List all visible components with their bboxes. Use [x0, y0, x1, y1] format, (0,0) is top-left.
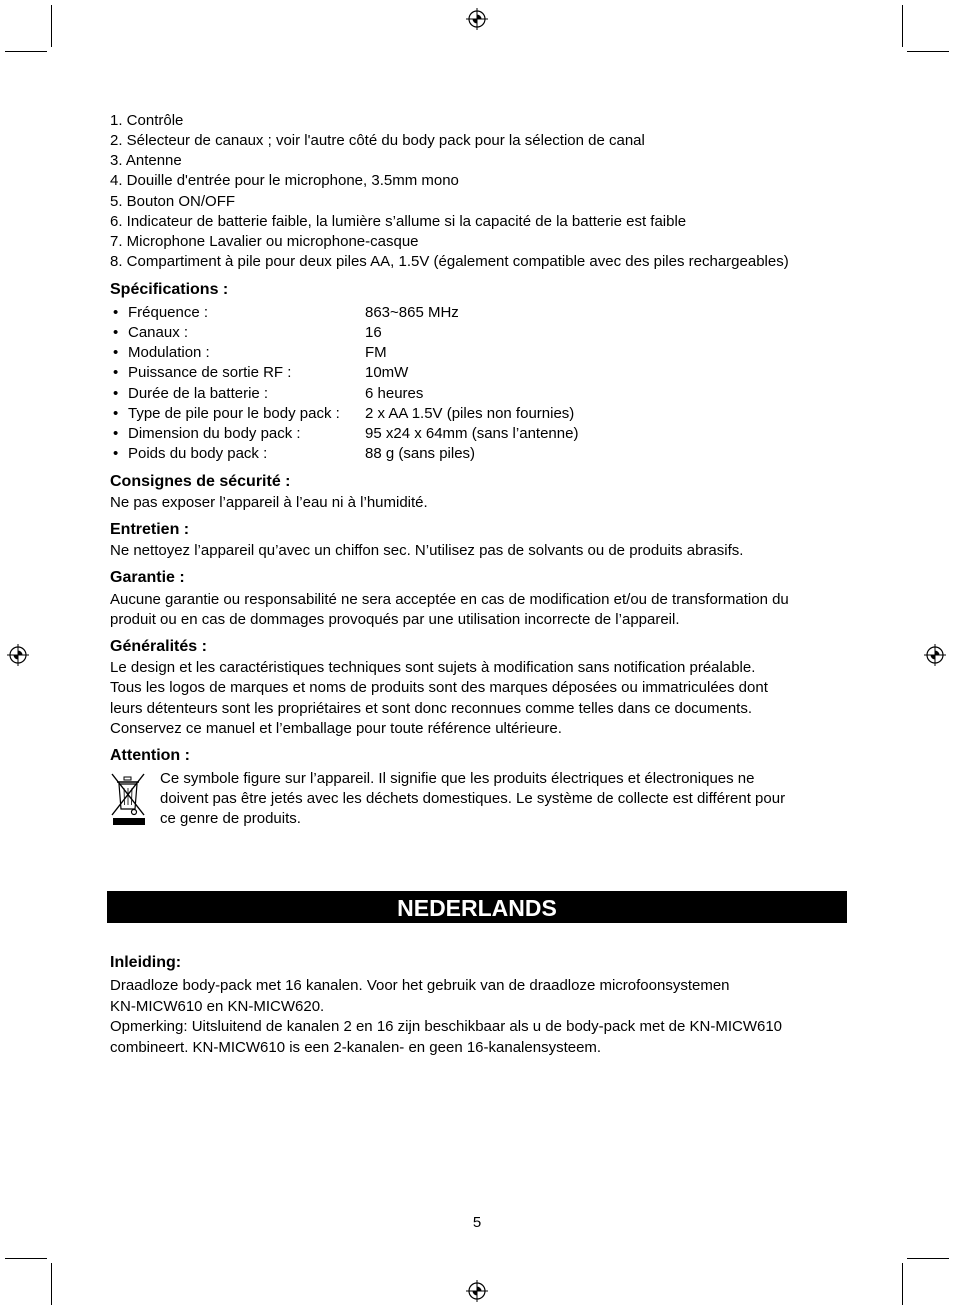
parts-list-item: 1. Contrôle [110, 112, 184, 129]
maintenance-heading: Entretien : [110, 521, 190, 538]
parts-list-item: 7. Microphone Lavalier ou microphone-casque [110, 232, 419, 250]
spec-value: 95 x24 x 64mm (sans l’antenne) [365, 424, 579, 442]
parts-list [110, 111, 789, 272]
crop-mark-bottom-right-vertical [902, 1263, 903, 1305]
bullet: • [113, 324, 119, 342]
bullet: • [113, 424, 119, 442]
spec-label: Dimension du body pack : [128, 424, 301, 442]
paragraph-line: Opmerking: Uitsluitend de kanalen 2 en 16 zijn beschikbaar als u de body-pack met de KN-MICW610 [110, 1018, 783, 1036]
registration-mark-icon [465, 1279, 489, 1303]
parts-list-item: 2. Sélecteur de canaux ; voir l'autre côté du body pack pour la sélection de canal [110, 132, 645, 150]
specifications-list [110, 303, 710, 464]
general-text [110, 658, 768, 740]
spec-label: Durée de la batterie : [128, 384, 269, 402]
paragraph-line: Draadloze body-pack met 16 kanalen. Voor het gebruik van de draadloze microfoonsystemen [110, 977, 730, 994]
crop-mark-bottom-right-horizontal [907, 1258, 949, 1259]
attention-text [160, 769, 785, 829]
parts-list-item: 4. Douille d'entrée pour le microphone, 3.5mm mono [110, 172, 459, 190]
attention-heading: Attention : [110, 747, 190, 764]
spec-value: FM [365, 344, 387, 362]
language-banner: NEDERLANDS [107, 891, 847, 923]
paragraph-line: Ne pas exposer l’appareil à l’eau ni à l’humidité. [110, 494, 428, 511]
introduction-text [110, 976, 782, 1058]
page-number: 5 [472, 1214, 482, 1231]
warranty-text [110, 590, 789, 630]
spec-row [110, 424, 710, 444]
crop-mark-top-left-vertical [51, 5, 52, 47]
bullet: • [113, 304, 119, 321]
crop-mark-top-right-vertical [902, 5, 903, 47]
general-heading: Généralités : [110, 638, 207, 655]
paragraph-line: leurs détenteurs sont les propriétaires et sont donc reconnues comme telles dans ce documents. [110, 699, 753, 717]
parts-list-item: 6. Indicateur de batterie faible, la lumière s’allume si la capacité de la batterie est faible [110, 212, 687, 230]
paragraph-line: Ce symbole figure sur l’appareil. Il signifie que les produits électriques et électroniques ne [160, 770, 755, 787]
spec-value: 16 [365, 324, 382, 342]
crop-mark-bottom-left-vertical [51, 1263, 52, 1305]
paragraph-line: KN-MICW610 en KN-MICW620. [110, 997, 325, 1015]
spec-value: 2 x AA 1.5V (piles non fournies) [365, 404, 575, 422]
bullet: • [113, 384, 119, 402]
spec-value: 863~865 MHz [365, 304, 459, 321]
paragraph-line: Conservez ce manuel et l’emballage pour toute référence ultérieure. [110, 720, 562, 738]
paragraph-line: Aucune garantie ou responsabilité ne sera acceptée en cas de modification et/ou de transformation du [110, 591, 789, 608]
warranty-heading: Garantie : [110, 569, 185, 586]
spec-row [110, 444, 710, 464]
paragraph-line: Ne nettoyez l’appareil qu’avec un chiffon sec. N’utilisez pas de solvants ou de produits abrasifs. [110, 542, 744, 559]
spec-value: 88 g (sans piles) [365, 444, 476, 462]
paragraph-line: ce genre de produits. [160, 810, 301, 828]
crop-mark-top-right-horizontal [907, 51, 949, 52]
spec-label: Canaux : [128, 324, 189, 342]
crop-mark-bottom-left-horizontal [5, 1258, 47, 1259]
bullet: • [113, 364, 119, 382]
parts-list-item: 3. Antenne [110, 152, 182, 170]
spec-value: 6 heures [365, 384, 424, 402]
bullet: • [113, 344, 119, 362]
paragraph-line: Tous les logos de marques et noms de produits sont des marques déposées ou immatriculées dont [110, 679, 768, 697]
spec-value: 10mW [365, 364, 409, 382]
registration-mark-icon [6, 643, 30, 667]
paragraph-line: combineert. KN-MICW610 is een 2-kanalen- en geen 16-kanalensysteem. [110, 1038, 602, 1056]
parts-list-item: 5. Bouton ON/OFF [110, 192, 236, 210]
spec-label: Type de pile pour le body pack : [128, 404, 340, 422]
maintenance-text [110, 541, 743, 561]
spec-row [110, 363, 710, 383]
paragraph-line: doivent pas être jetés avec les déchets domestiques. Le système de collecte est différent pour [160, 790, 786, 808]
spec-label: Poids du body pack : [128, 444, 268, 462]
spec-label: Fréquence : [128, 304, 209, 321]
parts-list-item: 8. Compartiment à pile pour deux piles AA, 1.5V (également compatible avec des piles rechargeables) [110, 252, 789, 270]
spec-label: Modulation : [128, 344, 210, 362]
spec-label: Puissance de sortie RF : [128, 364, 292, 382]
safety-heading: Consignes de sécurité : [110, 473, 291, 490]
paragraph-line: Le design et les caractéristiques techniques sont sujets à modification sans notification préalable. [110, 659, 756, 676]
spec-row [110, 323, 710, 343]
registration-mark-icon [465, 7, 489, 31]
bullet: • [113, 444, 119, 462]
crop-mark-top-left-horizontal [5, 51, 47, 52]
spec-row [110, 303, 710, 323]
paragraph-line: produit ou en cas de dommages provoqués par une utilisation incorrecte de l’appareil. [110, 611, 680, 629]
spec-row [110, 384, 710, 404]
bullet: • [113, 404, 119, 422]
safety-text [110, 493, 428, 513]
specifications-heading: Spécifications : [110, 281, 229, 298]
crossed-out-wheelie-bin-icon [108, 768, 148, 828]
spec-row [110, 404, 710, 424]
spec-row [110, 343, 710, 363]
introduction-heading: Inleiding: [110, 954, 182, 971]
registration-mark-icon [923, 643, 947, 667]
